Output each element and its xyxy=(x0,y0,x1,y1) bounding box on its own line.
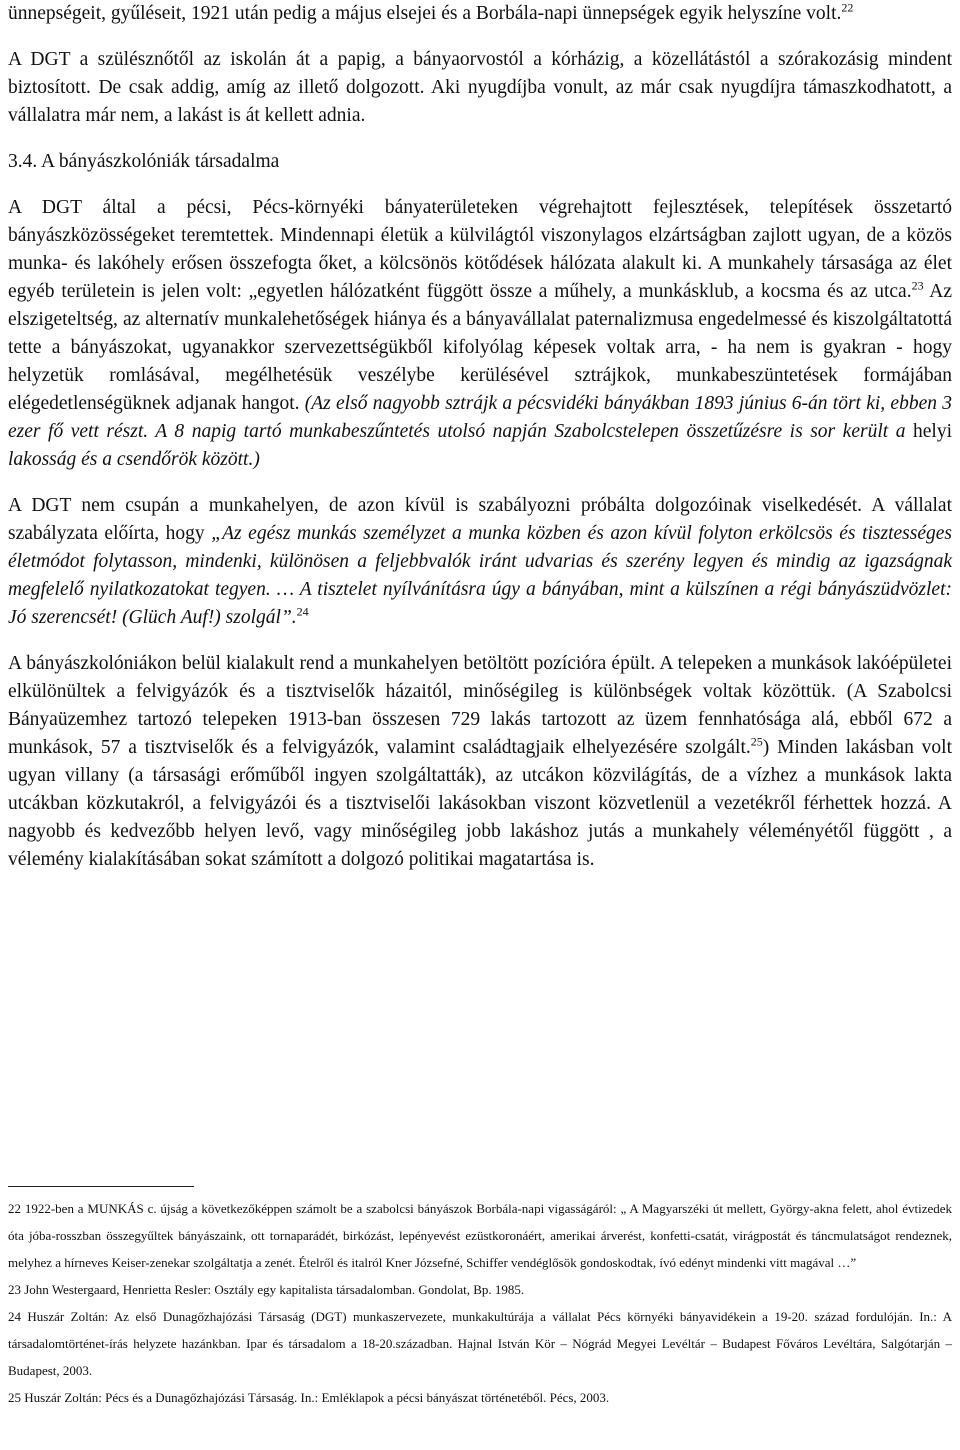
footnote-25: 25 Huszár Zoltán: Pécs és a Dunagőzhajózási Társaság. In.: Emléklapok a pécsi bányászat történetéből. Pécs, 2003. xyxy=(8,1390,610,1405)
footnote-ref-23: 23 xyxy=(911,278,924,293)
paragraph-text: ünnepségeit, gyűléseit, 1921 után pedig a május elsejei és a Borbála-napi ünnepségek egyik helyszíne volt. xyxy=(8,3,842,24)
paragraph-text: A bányászkolóniákon belül kialakult rend a munkahelyen betöltött pozícióra épült. A telepeken a munkások lakóépületei elkülönültek a felvigyázók és a tisztviselők házaitól, minőségileg is különbségek voltak közöttük. (A Szabolcsi Bányaüzemhez tartozó telepeken 1913-ban összesen 729 lakás tartozott az üzem fennhatósága alá, ebből 672 a munkások, 57 a tisztviselők és a felvigyázók, valamint családtagjaik elhelyezésére szolgált. xyxy=(8,653,952,758)
footnote-divider xyxy=(8,1186,194,1187)
footnote-24: 24 Huszár Zoltán: Az első Dunagőzhajózási Társaság (DGT) munkaszervezete, munkakultúrája a vállalat Pécs környéki bányavidékein a 19-20. század fordulóján. In.: A társadalomtörténet-írás helyzete hazánkban. Ipar és társadalom a 18-20.században. Hajnal István Kör – Nógrád Megyei Levéltár – Budapest Főváros Levéltára, Salgótarján – Budapest, 2003. xyxy=(8,1309,952,1378)
paragraph-dgt-services xyxy=(8,46,952,130)
footnote-ref-25: 25 xyxy=(750,734,763,749)
footnote-ref-22: 22 xyxy=(841,0,854,15)
paragraph-intro xyxy=(8,0,952,28)
paragraph-text: A DGT a szülésznőtől az iskolán át a papig, a bányaorvostól a kórházig, a közellátástól a szórakozásig mindent biztosított. De csak addig, amíg az illető dolgozott. Aki nyugdíjba vonult, az már csak nyugdíjra támaszkodhatott, a vállalatra már nem, a lakást is át kellett adnia. xyxy=(8,49,952,126)
paragraph-text: Az elszigeteltség, az alternatív munkalehetőségek hiánya és a bányavállalat paternalizmusa engedelmessé és kiszolgáltatottá tette a bányászokat, ugyanakkor szervezettségükből kifolyólag képesek voltak arra, - ha nem is gyakran - hogy helyzetük romlásával, megélhetésük veszélybe kerülésével sztrájkok, munkabeszüntetések formájában elégedetlenségüknek adjanak hangot. xyxy=(8,281,952,414)
footnote-23: 23 John Westergaard, Henrietta Resler: Osztály egy kapitalista társadalomban. Gondolat, Bp. 1985. xyxy=(8,1282,525,1297)
italic-quote: lakosság és a csendőrök között.) xyxy=(8,449,260,470)
section-heading: 3.4. A bányászkolóniák társadalma xyxy=(8,151,280,172)
paragraph-housing xyxy=(8,650,952,874)
footnotes-section xyxy=(8,1186,952,1411)
footnote-ref-24: 24 xyxy=(296,604,309,619)
paragraph-text: A DGT által a pécsi, Pécs-környéki bányaterületeken végrehajtott fejlesztések, telepítések összetartó bányászközösségeket teremtettek. Mindennapi életük a külvilágtól viszonylagos elzártságban zajlott ugyan, de a közös munka- és lakóhely erősen összefogta őket, a kölcsönös kötődések hálózata alakult ki. A munkahely társasága az élet egyéb területein is jelen volt: „egyetlen hálózatként függött össze a műhely, a munkásklub, a kocsma és az utca. xyxy=(8,197,952,302)
document-page xyxy=(8,0,952,874)
footnote-22: 22 1922-ben a MUNKÁS c. újság a következőképpen számolt be a szabolcsi bányászok Borbála-napi vigasságáról: „ A Magyarszéki út mellett, György-akna felett, ahol évtizedek óta jóba-rosszban összegyűltek bányászaink, ott tornaparádét, birkózást, lepényevést ezüstkoronáért, amerikai árverést, konfetti-csatát, virágpostát és táncmulatságot rendeznek, melyhez a hírneves Keiser-zenekar szolgáltatja a zenét. Ételről és italról Kner Józsefné, Schiffer vendéglősök gondoskodtak, ívó edényt mindenki vitt magával …” xyxy=(8,1201,952,1270)
italic-quote: (Az első nagyobb sztrájk a pécsvidéki bányákban 1893 június 6-án tört ki, ebben 3 ezer fő vett részt. A 8 napig tartó munkabeszűntetés utolsó napján Szabolcstelepen összetűzésre is sor került a xyxy=(8,393,952,442)
italic-quote: „Az egész munkás személyzet a munka közben és azon kívül folyton erkölcsös és tisztességes életmódot folytasson, mindenki, különösen a feljebbvalók iránt udvarias és szerény legyen és mindig az igazságnak megfelelő nyilatkozatokat tegyen. … A tisztelet nyílvánításra úgy a bányában, mint a külszínen a régi bányászüdvözlet: Jó szerencsét! (Glüch Auf!) szolgál”. xyxy=(8,523,952,628)
paragraph-regulation xyxy=(8,492,952,632)
paragraph-text: helyi xyxy=(905,421,952,442)
paragraph-mining-communities xyxy=(8,194,952,474)
paragraph-text: A DGT nem csupán a munkahelyen, de azon kívül is szabályozni próbálta dolgozóinak viselkedését. A vállalat szabályzata előírta, hogy xyxy=(8,495,952,544)
paragraph-text: ) Minden lakásban volt ugyan villany (a társasági erőműből ingyen szolgáltatták), az utcákon közvilágítás, de a vízhez a munkások lakta utcákban közkutakról, a felvigyázói és a tisztviselői lakásokban viszont közvetlenül a vezetékről férhettek hozzá. A nagyobb és kedvezőbb helyen levő, vagy minőségileg jobb lakáshoz jutás a munkahely véleményétől függött , a vélemény kialakításában sokat számított a dolgozó politikai magatartása is. xyxy=(8,737,952,870)
